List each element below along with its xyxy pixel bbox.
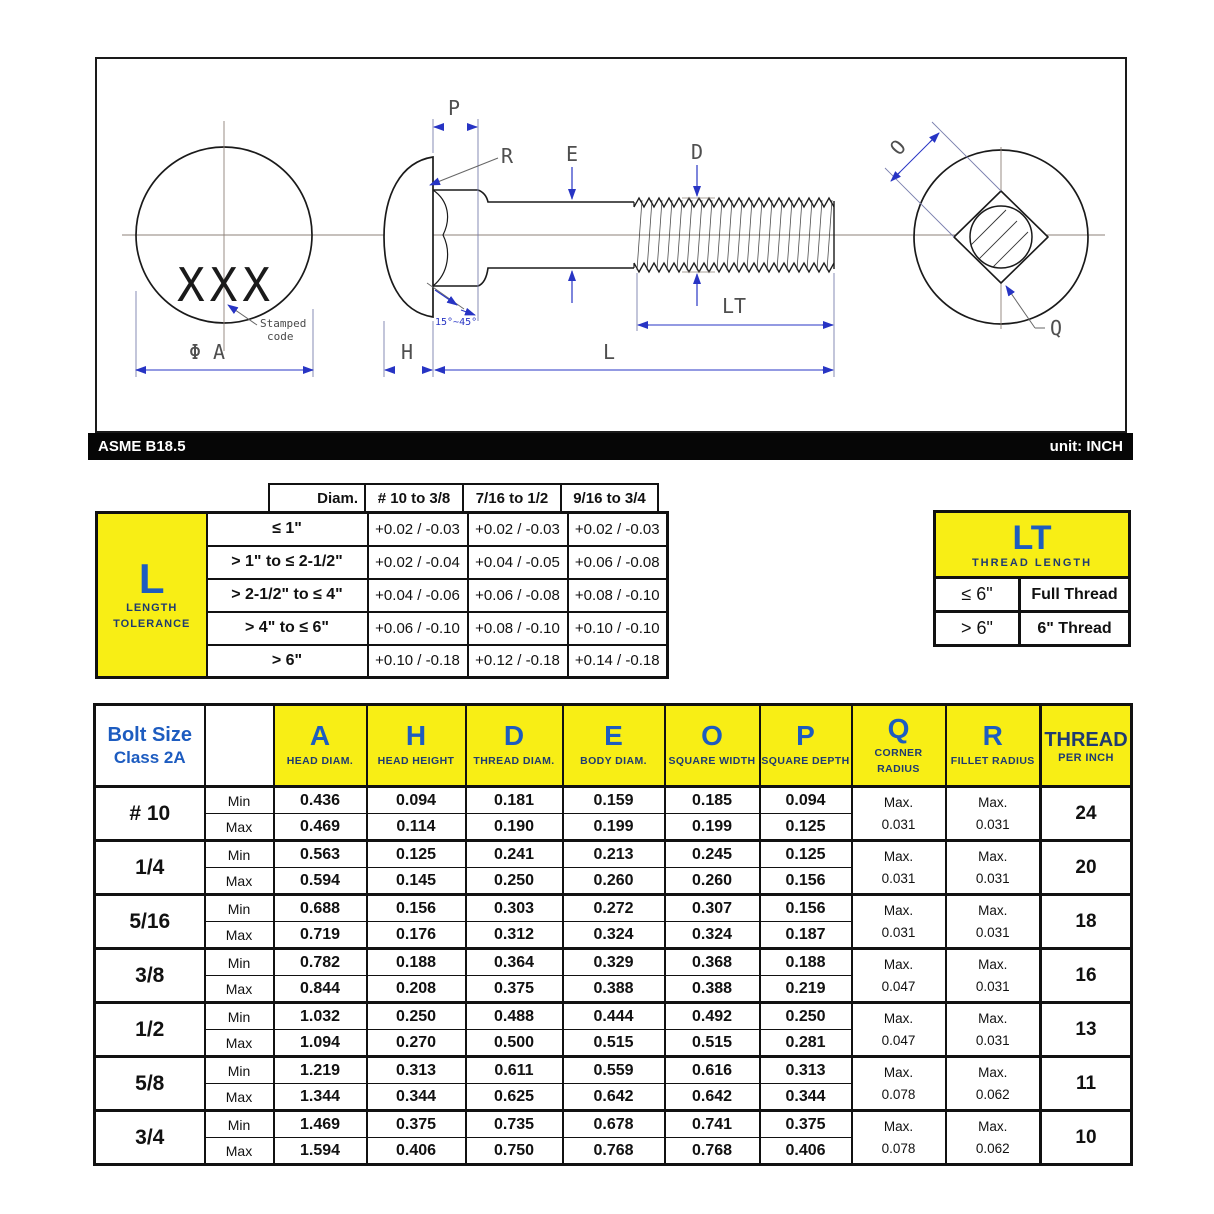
length-tolerance-header-row (95, 483, 669, 513)
min-label-cell: Min (205, 1057, 274, 1084)
header-spacer (95, 483, 268, 513)
q-max-cell (852, 895, 946, 949)
tolerance-value-cell: +0.02 / -0.04 (368, 546, 468, 579)
length-range-cell: > 6" (207, 645, 368, 678)
table-row (97, 513, 668, 546)
thread-length-table (933, 510, 1131, 647)
q-max-cell (852, 841, 946, 895)
bolt-head-dome (384, 157, 433, 317)
r-value: 0.031 (975, 924, 1010, 940)
min-value-cell: 0.245 (665, 841, 760, 868)
spec-header-row (95, 705, 1132, 787)
dim-label-e: E (565, 142, 579, 166)
tolerance-value-cell: +0.02 / -0.03 (368, 513, 468, 546)
min-value-cell: 0.307 (665, 895, 760, 922)
bolt-size-cell: 5/8 (95, 1057, 205, 1111)
col-header-p (760, 705, 852, 787)
max-label-cell: Max (205, 922, 274, 949)
lt-condition: ≤ 6" (935, 578, 1020, 612)
r-value: 0.062 (975, 1086, 1010, 1102)
bolt-size-cell: 3/8 (95, 949, 205, 1003)
col-subtitle: THREAD DIAM. (473, 754, 555, 767)
l-caption-line2: TOLERANCE (113, 618, 191, 630)
threads-per-inch-cell: 24 (1041, 787, 1132, 841)
tolerance-value-cell: +0.10 / -0.10 (568, 612, 668, 645)
max-value-cell: 0.187 (760, 922, 852, 949)
max-note: Max. (978, 956, 1008, 972)
length-range-cell: ≤ 1" (207, 513, 368, 546)
max-note: Max. (883, 956, 914, 972)
diam-col-header-3: 9/16 to 3/4 (560, 483, 659, 513)
min-value-cell: 0.436 (274, 787, 367, 814)
max-value-cell: 0.594 (274, 868, 367, 895)
class-label: Class 2A (113, 748, 186, 767)
col-header-e (563, 705, 665, 787)
stamped-code-label-line1: Stamped (260, 317, 307, 330)
max-value-cell: 0.324 (563, 922, 665, 949)
min-label-cell: Min (205, 895, 274, 922)
max-note: Max. (978, 848, 1008, 864)
col-header-h (367, 705, 466, 787)
lt-letter: LT (1012, 518, 1052, 557)
min-value-cell: 0.313 (367, 1057, 466, 1084)
col-subtitle: SQUARE DEPTH (761, 754, 850, 767)
length-range-cell: > 1" to ≤ 2-1/2" (207, 546, 368, 579)
square-neck-and-shank (433, 190, 634, 286)
thread-header-line1: THREAD (1044, 728, 1128, 751)
r-value: 0.031 (975, 978, 1010, 994)
min-value-cell: 0.375 (367, 1111, 466, 1138)
dim-label-lt: LT (721, 294, 747, 318)
length-tolerance-table (95, 483, 669, 679)
thread-crest-bottom (634, 263, 834, 272)
o-ext-right (932, 122, 1001, 191)
bolt-size-label: Bolt Size (107, 724, 192, 746)
min-value-cell: 0.688 (274, 895, 367, 922)
threads-per-inch-cell: 13 (1041, 1003, 1132, 1057)
table-row (95, 895, 1132, 922)
tolerance-value-cell: +0.06 / -0.08 (468, 579, 568, 612)
r-value: 0.031 (975, 870, 1010, 886)
max-value-cell: 0.250 (466, 868, 563, 895)
threads-per-inch-cell: 18 (1041, 895, 1132, 949)
max-value-cell: 0.114 (367, 814, 466, 841)
l-caption-line1: LENGTH (126, 601, 178, 614)
max-value-cell: 0.208 (367, 976, 466, 1003)
unit-label: unit: INCH (1049, 438, 1123, 455)
bolt-size-cell: 5/16 (95, 895, 205, 949)
max-label-cell: Max (205, 814, 274, 841)
q-value: 0.031 (881, 924, 916, 940)
max-value-cell: 0.642 (665, 1084, 760, 1111)
tolerance-value-cell: +0.06 / -0.10 (368, 612, 468, 645)
min-label-cell: Min (205, 949, 274, 976)
tolerance-value-cell: +0.12 / -0.18 (468, 645, 568, 678)
max-value-cell: 0.750 (466, 1138, 563, 1165)
max-value-cell: 1.594 (274, 1138, 367, 1165)
threads-per-inch-cell: 20 (1041, 841, 1132, 895)
min-value-cell: 0.368 (665, 949, 760, 976)
max-note: Max. (978, 794, 1008, 810)
diam-corner-label: Diam. (268, 483, 366, 513)
col-letter: O (701, 720, 723, 752)
col-subtitle: SQUARE WIDTH (668, 754, 756, 767)
o-ext-left (885, 168, 954, 237)
col-letter: E (604, 720, 623, 752)
max-value-cell: 0.642 (563, 1084, 665, 1111)
dim-label-r: R (501, 144, 514, 168)
min-value-cell: 0.156 (760, 895, 852, 922)
bolt-size-cell: # 10 (95, 787, 205, 841)
min-value-cell: 0.492 (665, 1003, 760, 1030)
bolt-size-cell: 1/2 (95, 1003, 205, 1057)
col-subtitle: HEAD DIAM. (286, 754, 354, 767)
q-value: 0.031 (881, 816, 916, 832)
min-value-cell: 1.032 (274, 1003, 367, 1030)
min-value-cell: 0.250 (760, 1003, 852, 1030)
angle-note: 15°~45° (435, 317, 478, 328)
q-max-cell (852, 787, 946, 841)
thread-crest-top (634, 198, 834, 207)
angle-arrow-1 (435, 290, 457, 305)
max-value-cell: 0.190 (466, 814, 563, 841)
q-value: 0.047 (881, 1032, 916, 1048)
max-value-cell: 0.156 (760, 868, 852, 895)
q-value: 0.031 (881, 870, 916, 886)
col-letter: Q (887, 712, 910, 744)
min-value-cell: 1.469 (274, 1111, 367, 1138)
col-header-r (946, 705, 1041, 787)
table-row (95, 787, 1132, 814)
max-note: Max. (978, 1118, 1008, 1134)
min-value-cell: 0.303 (466, 895, 563, 922)
max-label-cell: Max (205, 976, 274, 1003)
bolt-size-cell: 3/4 (95, 1111, 205, 1165)
min-value-cell: 0.611 (466, 1057, 563, 1084)
min-value-cell: 0.159 (563, 787, 665, 814)
q-max-cell (852, 1003, 946, 1057)
max-value-cell: 0.199 (563, 814, 665, 841)
q-value: 0.078 (881, 1140, 916, 1156)
max-note: Max. (978, 902, 1008, 918)
max-value-cell: 0.125 (760, 814, 852, 841)
r-value: 0.062 (975, 1140, 1010, 1156)
dim-label-l: L (602, 340, 616, 364)
q-max-cell (852, 1057, 946, 1111)
min-value-cell: 1.219 (274, 1057, 367, 1084)
min-value-cell: 0.782 (274, 949, 367, 976)
min-value-cell: 0.375 (760, 1111, 852, 1138)
col-subtitle: CORNER RADIUS (874, 746, 923, 775)
lt-caption: THREAD LENGTH (971, 557, 1093, 570)
max-value-cell: 0.388 (563, 976, 665, 1003)
stamped-code-label-line2: code (267, 330, 294, 343)
max-value-cell: 0.406 (760, 1138, 852, 1165)
tolerance-value-cell: +0.02 / -0.03 (568, 513, 668, 546)
thread-header-line2: PER INCH (1058, 751, 1114, 764)
col-subtitle: BODY DIAM. (580, 754, 647, 767)
l-letter: L (138, 554, 165, 602)
min-value-cell: 0.741 (665, 1111, 760, 1138)
max-value-cell: 0.768 (563, 1138, 665, 1165)
min-value-cell: 0.678 (563, 1111, 665, 1138)
min-label-cell: Min (205, 1003, 274, 1030)
col-letter: P (796, 720, 815, 752)
table-row (935, 612, 1130, 646)
tolerance-value-cell: +0.06 / -0.08 (568, 546, 668, 579)
col-header-a (274, 705, 367, 787)
q-value: 0.047 (881, 978, 916, 994)
q-max-cell (852, 949, 946, 1003)
thread-length-header (935, 512, 1130, 578)
min-value-cell: 0.094 (760, 787, 852, 814)
max-value-cell: 0.145 (367, 868, 466, 895)
table-row (95, 949, 1132, 976)
max-label-cell: Max (205, 1084, 274, 1111)
col-header-o (665, 705, 760, 787)
r-max-cell (946, 1111, 1041, 1165)
bolt-dimensions-table (93, 703, 1133, 1166)
length-tolerance-side-cell (97, 513, 207, 678)
table-row (95, 1057, 1132, 1084)
min-value-cell: 0.329 (563, 949, 665, 976)
max-note: Max. (883, 848, 914, 864)
lt-value: Full Thread (1020, 578, 1130, 612)
r-value: 0.031 (975, 1032, 1010, 1048)
max-value-cell: 0.768 (665, 1138, 760, 1165)
r-leader (430, 158, 498, 185)
table-row (95, 1111, 1132, 1138)
table-row (95, 841, 1132, 868)
max-value-cell: 0.500 (466, 1030, 563, 1057)
min-value-cell: 0.185 (665, 787, 760, 814)
max-value-cell: 0.260 (665, 868, 760, 895)
tolerance-value-cell: +0.04 / -0.05 (468, 546, 568, 579)
max-note: Max. (978, 1064, 1008, 1080)
min-value-cell: 0.559 (563, 1057, 665, 1084)
min-value-cell: 0.125 (760, 841, 852, 868)
dim-label-h: H (400, 340, 414, 364)
min-value-cell: 0.250 (367, 1003, 466, 1030)
lt-condition: > 6" (935, 612, 1020, 646)
max-value-cell: 0.344 (760, 1084, 852, 1111)
min-value-cell: 0.272 (563, 895, 665, 922)
min-label-cell: Min (205, 841, 274, 868)
r-max-cell (946, 841, 1041, 895)
max-value-cell: 0.270 (367, 1030, 466, 1057)
min-label-cell: Min (205, 1111, 274, 1138)
max-value-cell: 0.375 (466, 976, 563, 1003)
tolerance-value-cell: +0.02 / -0.03 (468, 513, 568, 546)
min-label-cell: Min (205, 787, 274, 814)
max-value-cell: 1.094 (274, 1030, 367, 1057)
min-value-cell: 0.488 (466, 1003, 563, 1030)
max-value-cell: 0.176 (367, 922, 466, 949)
angle-arrow-2 (461, 310, 475, 315)
bolt-size-corner-cell (95, 705, 205, 787)
max-value-cell: 0.515 (665, 1030, 760, 1057)
min-value-cell: 0.156 (367, 895, 466, 922)
col-header-q (852, 705, 946, 787)
diam-col-header-1: # 10 to 3/8 (364, 483, 464, 513)
threads-per-inch-cell: 11 (1041, 1057, 1132, 1111)
standard-label: ASME B18.5 (98, 438, 186, 455)
dim-label-o: O (884, 134, 911, 160)
col-letter: D (503, 720, 525, 752)
min-value-cell: 0.094 (367, 787, 466, 814)
min-value-cell: 0.188 (367, 949, 466, 976)
min-value-cell: 0.563 (274, 841, 367, 868)
min-value-cell: 0.444 (563, 1003, 665, 1030)
max-value-cell: 0.312 (466, 922, 563, 949)
length-range-cell: > 4" to ≤ 6" (207, 612, 368, 645)
min-value-cell: 0.213 (563, 841, 665, 868)
max-value-cell: 0.281 (760, 1030, 852, 1057)
max-value-cell: 0.324 (665, 922, 760, 949)
min-value-cell: 0.616 (665, 1057, 760, 1084)
neck-transition-curves (433, 190, 448, 286)
tolerance-value-cell: +0.10 / -0.18 (368, 645, 468, 678)
tolerance-value-cell: +0.14 / -0.18 (568, 645, 668, 678)
lt-value: 6" Thread (1020, 612, 1130, 646)
max-value-cell: 0.260 (563, 868, 665, 895)
tolerance-value-cell: +0.08 / -0.10 (468, 612, 568, 645)
r-max-cell (946, 1003, 1041, 1057)
q-max-cell (852, 1111, 946, 1165)
bolt-size-cell: 1/4 (95, 841, 205, 895)
max-note: Max. (883, 794, 914, 810)
dim-label-phi-a: Φ A (188, 340, 226, 364)
stamped-code-marks: XXX (176, 258, 276, 312)
col-subtitle: HEAD HEIGHT (377, 754, 455, 767)
max-note: Max. (883, 1064, 914, 1080)
min-value-cell: 0.125 (367, 841, 466, 868)
blank-header-cell (205, 705, 274, 787)
threads-per-inch-cell: 16 (1041, 949, 1132, 1003)
r-max-cell (946, 895, 1041, 949)
q-value: 0.078 (881, 1086, 916, 1102)
r-value: 0.031 (975, 816, 1010, 832)
max-value-cell: 0.625 (466, 1084, 563, 1111)
max-value-cell: 0.469 (274, 814, 367, 841)
max-value-cell: 0.406 (367, 1138, 466, 1165)
carriage-bolt-drawing (97, 59, 1125, 431)
tolerance-value-cell: +0.04 / -0.06 (368, 579, 468, 612)
threads-per-inch-cell: 10 (1041, 1111, 1132, 1165)
r-max-cell (946, 787, 1041, 841)
min-value-cell: 0.313 (760, 1057, 852, 1084)
r-max-cell (946, 949, 1041, 1003)
thread-per-inch-header (1041, 705, 1132, 787)
dim-label-q: Q (1050, 316, 1063, 340)
max-note: Max. (883, 1118, 914, 1134)
diam-col-header-2: 7/16 to 1/2 (462, 483, 562, 513)
col-letter: A (309, 720, 331, 752)
max-note: Max. (978, 1010, 1008, 1026)
max-value-cell: 0.719 (274, 922, 367, 949)
col-header-d (466, 705, 563, 787)
max-value-cell: 1.344 (274, 1084, 367, 1111)
min-value-cell: 0.241 (466, 841, 563, 868)
tolerance-value-cell: +0.08 / -0.10 (568, 579, 668, 612)
max-value-cell: 0.388 (665, 976, 760, 1003)
min-value-cell: 0.364 (466, 949, 563, 976)
r-max-cell (946, 1057, 1041, 1111)
max-label-cell: Max (205, 1138, 274, 1165)
length-range-cell: > 2-1/2" to ≤ 4" (207, 579, 368, 612)
min-value-cell: 0.181 (466, 787, 563, 814)
col-subtitle: FILLET RADIUS (950, 754, 1035, 767)
max-note: Max. (883, 1010, 914, 1026)
max-value-cell: 0.219 (760, 976, 852, 1003)
dim-label-p: P (447, 96, 461, 120)
min-value-cell: 0.188 (760, 949, 852, 976)
max-note: Max. (883, 902, 914, 918)
max-label-cell: Max (205, 868, 274, 895)
max-value-cell: 0.344 (367, 1084, 466, 1111)
table-row (95, 1003, 1132, 1030)
col-letter: R (982, 720, 1003, 752)
max-value-cell: 0.199 (665, 814, 760, 841)
dim-label-d: D (690, 140, 704, 164)
table-row (935, 578, 1130, 612)
min-value-cell: 0.735 (466, 1111, 563, 1138)
max-label-cell: Max (205, 1030, 274, 1057)
max-value-cell: 0.515 (563, 1030, 665, 1057)
drawing-title-bar (88, 433, 1133, 460)
col-letter: H (405, 720, 427, 752)
max-value-cell: 0.844 (274, 976, 367, 1003)
technical-drawing-panel (95, 57, 1127, 433)
